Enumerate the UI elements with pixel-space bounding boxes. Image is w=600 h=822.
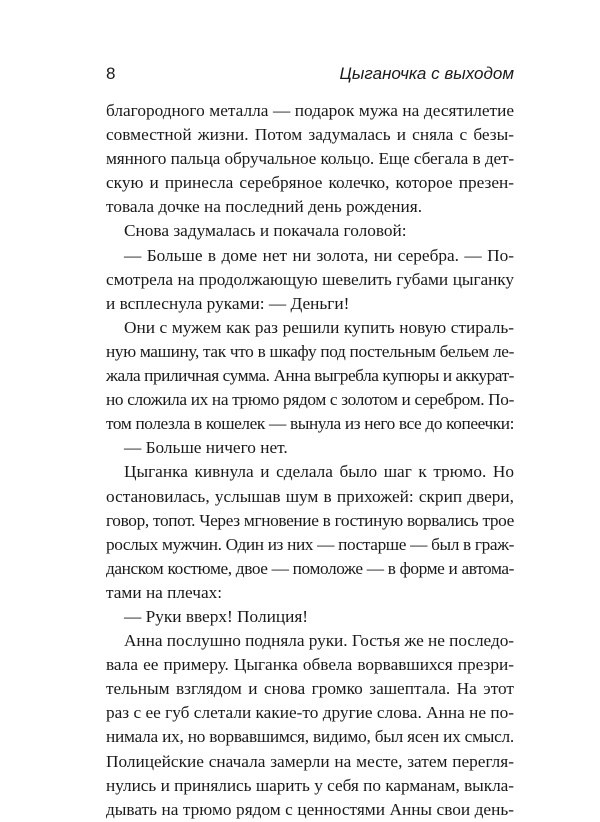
text-line: остановилась, услышав шум в прихожей: скрип двери, (106, 486, 514, 506)
text-line: рослых мужчин. Один из них — постарше — был в граж- (106, 534, 514, 554)
text-line: — Больше в доме нет ни золота, ни серебра. — По- (124, 245, 514, 265)
text-line: совместной жизни. Потом задумалась и сняла с безы- (106, 125, 514, 145)
text-line: но сложила их на трюмо рядом с золотом и серебром. По- (106, 390, 514, 410)
text-line: Снова задумалась и покачала головой: (124, 221, 407, 241)
text-line: раз с ее губ слетали какие-то другие слова. Анна не по- (106, 703, 514, 723)
text-line: ную машину, так что в шкафу под постельным бельем ле- (106, 341, 514, 361)
text-line: Анна послушно подняла руки. Гостья же не последо- (124, 631, 514, 651)
page-header (106, 64, 514, 86)
text-line: дывать на трюмо рядом с ценностями Анны свои день- (106, 799, 514, 819)
text-line: жала приличная сумма. Анна выгребла купюры и аккурат- (106, 366, 514, 386)
text-line: мянного пальца обручальное кольцо. Еще сбегала в дет- (106, 149, 514, 169)
body-text (106, 99, 514, 822)
text-line: вала ее примеру. Цыганка обвела ворвавшихся презри- (106, 655, 514, 675)
text-line: товала дочке на последний день рождения. (106, 197, 423, 217)
text-line: Полицейские сначала замерли на месте, затем перегля- (106, 751, 514, 771)
text-line: — Руки вверх! Полиция! (124, 606, 309, 626)
text-line: смотрела на продолжающую шевелить губами цыганку (106, 269, 514, 289)
text-line: тельным взглядом и снова громко зашептала. На этот (106, 679, 514, 699)
text-line: говор, топот. Через мгновение в гостиную ворвались трое (106, 510, 514, 530)
text-line: — Больше ничего нет. (124, 438, 288, 458)
text-line: Цыганка кивнула и сделала было шаг к трюмо. Но (124, 462, 514, 482)
text-line: Они с мужем как раз решили купить новую стираль- (124, 317, 514, 337)
text-line: том полезла в кошелек — вынула из него все до копеечки: (106, 414, 514, 434)
page-number: 8 (106, 64, 116, 83)
text-line: и всплеснула руками: — Деньги! (106, 293, 350, 313)
text-line: благородного металла — подарок мужа на десятилетие (106, 101, 514, 120)
text-line: скую и принесла серебряное колечко, которое презен- (106, 173, 514, 193)
text-line: нимала их, но ворвавшимся, видимо, был ясен их смысл. (106, 727, 514, 747)
text-line: тами на плечах: (106, 582, 223, 602)
text-line: нулись и принялись шарить у себя по карманам, выкла- (106, 775, 514, 795)
text-line: данском костюме, двое — помоложе — в форме и автома- (106, 558, 514, 578)
running-title: Цыганочка с выходом (339, 64, 514, 83)
